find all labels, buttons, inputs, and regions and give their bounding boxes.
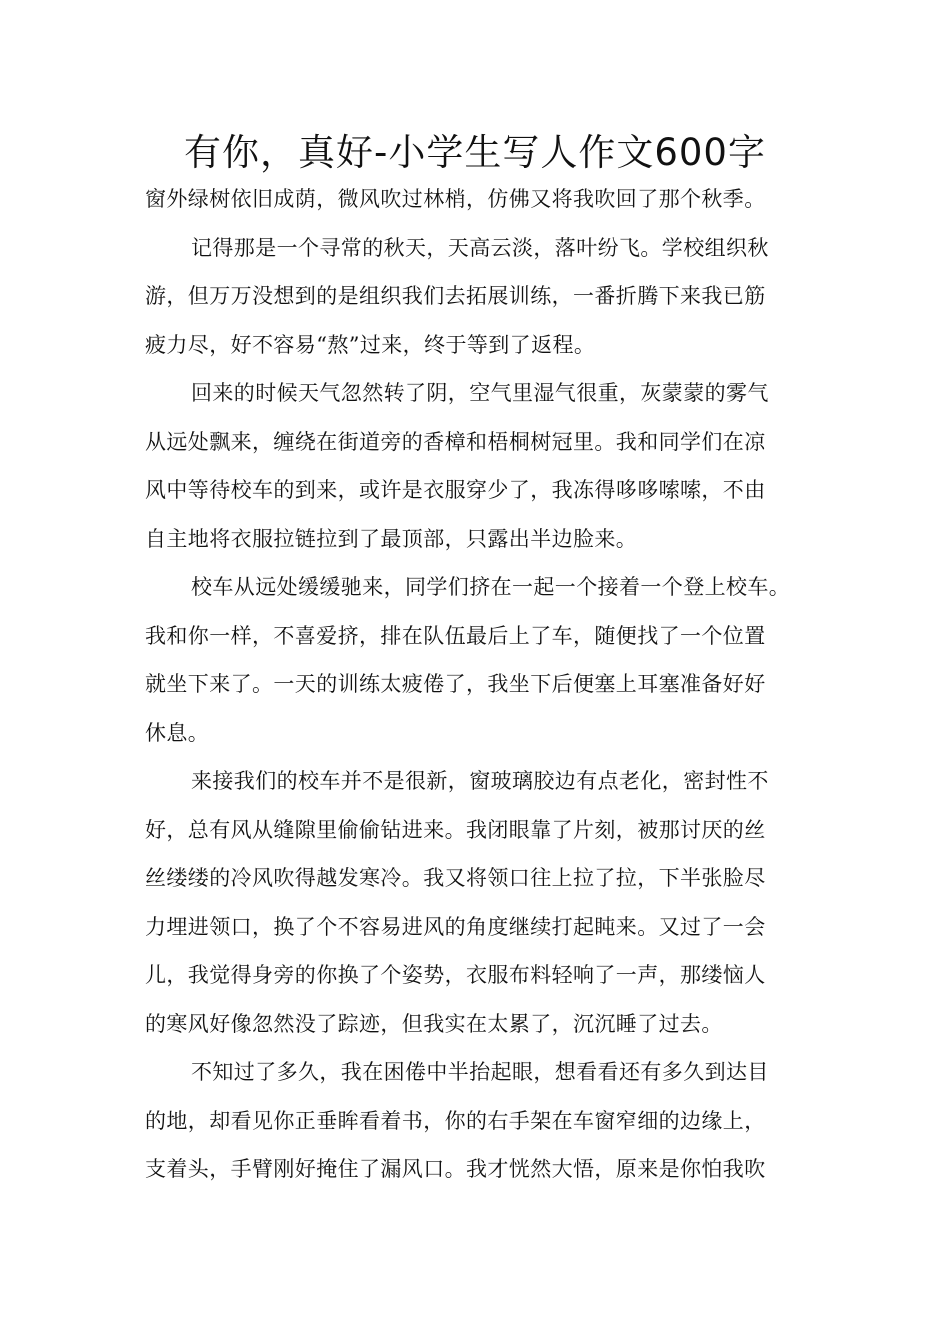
essay-body <box>145 175 813 1194</box>
text-line: 来接我们的校车并不是很新，窗玻璃胶边有点老化，密封性不 <box>191 769 769 793</box>
paragraph-3 <box>145 369 813 563</box>
text-line: 记得那是一个寻常的秋天，天高云淡，落叶纷飞。学校组织秋 <box>191 235 769 260</box>
text-line: 从远处飘来，缠绕在街道旁的香樟和梧桐树冠里。我和同学们在凉 <box>145 429 766 454</box>
text-line: 休息。 <box>145 720 210 745</box>
text-line: 好，总有风从缝隙里偷偷钻进来。我闭眼靠了片刻，被那讨厌的丝 <box>145 817 766 842</box>
paragraph-4 <box>145 563 813 757</box>
text-line: 支着头，手臂刚好掩住了漏风口。我才恍然大悟，原来是你怕我吹 <box>145 1157 766 1181</box>
text-line: 的地，却看见你正垂眸看着书，你的右手架在车窗窄细的边缘上， <box>145 1108 766 1133</box>
text-line: 丝缕缕的冷风吹得越发寒冷。我又将领口往上拉了拉，下半张脸尽 <box>145 866 766 890</box>
text-line: 校车从远处缓缓驰来，同学们挤在一起一个接着一个登上校车。 <box>191 575 791 599</box>
paragraph-6 <box>145 1048 813 1194</box>
document-title: 有你，真好-小学生写人作文600字 <box>184 131 766 174</box>
text-line: 自主地将衣服拉链拉到了最顶部，只露出半边脸来。 <box>145 526 638 551</box>
text-line: 窗外绿树依旧成荫，微风吹过林梢，仿佛又将我吹回了那个秋季。 <box>145 187 766 211</box>
text-line: 力埋进领口，换了个不容易进风的角度继续打起盹来。又过了一会 <box>145 914 766 939</box>
text-line: 回来的时候天气忽然转了阴，空气里湿气很重，灰蒙蒙的雾气 <box>191 381 769 405</box>
text-line: 风中等待校车的到来，或许是衣服穿少了，我冻得哆哆嗦嗦，不由 <box>145 478 766 502</box>
text-line: 不知过了多久，我在困倦中半抬起眼，想看看还有多久到达目 <box>191 1060 769 1084</box>
text-line: 儿，我觉得身旁的你换了个姿势，衣服布料轻响了一声，那缕恼人 <box>145 963 766 987</box>
paragraph-1 <box>145 175 813 224</box>
text-line: 就坐下来了。一天的训练太疲倦了，我坐下后便塞上耳塞准备好好 <box>145 672 766 696</box>
text-line: 疲力尽，好不容易“熬”过来，终于等到了返程。 <box>145 332 596 357</box>
text-line: 游，但万万没想到的是组织我们去拓展训练，一番折腾下来我已筋 <box>145 284 766 308</box>
paragraph-5 <box>145 757 813 1048</box>
paragraph-2 <box>145 224 813 370</box>
text-line: 的寒风好像忽然没了踪迹，但我实在太累了，沉沉睡了过去。 <box>145 1011 723 1036</box>
text-line: 我和你一样，不喜爱挤，排在队伍最后上了车，随便找了一个位置 <box>145 623 766 648</box>
